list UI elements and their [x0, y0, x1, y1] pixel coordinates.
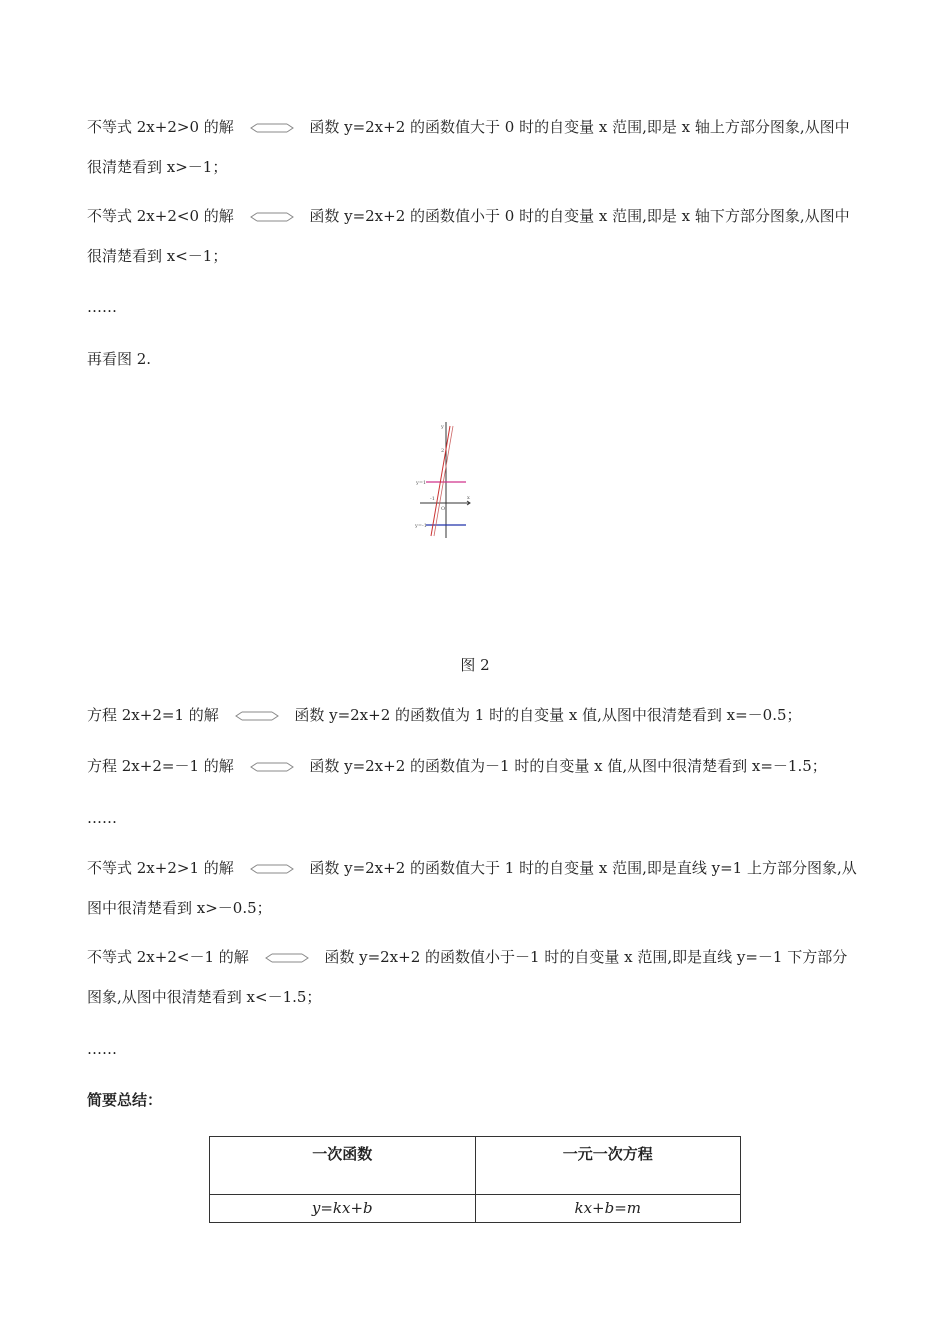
text: 不等式 2x+2<0 的解: [87, 207, 234, 225]
ellipsis-1: ……: [87, 298, 117, 316]
label-ym1: y=-1: [415, 523, 427, 529]
text: 不等式 2x+2>0 的解: [87, 118, 234, 136]
line-y-2x-plus-2: [431, 426, 450, 536]
text: 函数 y=2x+2 的函数值大于 1 时的自变量 x 范围,即是直线 y=1 上方部分图象,从: [309, 859, 857, 877]
double-arrow-icon: [234, 709, 280, 723]
paragraph-5: [87, 858, 867, 878]
text: 方程 2x+2=1 的解: [87, 706, 219, 724]
ellipsis-2: ……: [87, 809, 117, 827]
table-cell-equation: kx+b=m: [475, 1195, 741, 1223]
paragraph-3: [87, 705, 867, 725]
text: 函数 y=2x+2 的函数值小于－1 时的自变量 x 范围,即是直线 y=－1 下方部分: [324, 948, 848, 966]
double-arrow-icon: [249, 210, 295, 224]
text: 函数 y=2x+2 的函数值为 1 时的自变量 x 值,从图中很清楚看到 x=－0.5；: [294, 706, 802, 724]
label-2: 2: [441, 448, 445, 454]
label-m1: -1: [430, 496, 435, 502]
figure-2-graph: [412, 418, 474, 540]
summary-table: [209, 1136, 741, 1223]
text: 不等式 2x+2<－1 的解: [87, 948, 249, 966]
double-arrow-icon: [264, 951, 310, 965]
label-y: y: [441, 424, 444, 430]
paragraph-6-cont: 图象,从图中很清楚看到 x<－1.5；: [87, 988, 322, 1006]
ellipsis-3: ……: [87, 1040, 117, 1058]
table-header-linear-function: 一次函数: [210, 1137, 476, 1195]
text: 方程 2x+2=－1 的解: [87, 757, 234, 775]
figure-caption: 图 2: [460, 656, 490, 674]
label-y1: y=1: [416, 480, 427, 486]
table-row: [210, 1195, 741, 1223]
label-x: x: [467, 495, 470, 501]
paragraph-1: [87, 117, 867, 137]
double-arrow-icon: [249, 862, 295, 876]
label-o: O: [441, 506, 446, 512]
line-y-2x-plus-2-b: [434, 426, 453, 536]
paragraph-4: [87, 756, 867, 776]
table-cell-function: y=kx+b: [210, 1195, 476, 1223]
double-arrow-icon: [249, 760, 295, 774]
table-header-linear-equation: 一元一次方程: [475, 1137, 741, 1195]
see-figure-2: 再看图 2.: [87, 350, 152, 368]
table-row: [210, 1137, 741, 1195]
text: 函数 y=2x+2 的函数值小于 0 时的自变量 x 范围,即是 x 轴下方部分图象,从图中: [309, 207, 850, 225]
double-arrow-icon: [249, 121, 295, 135]
paragraph-2: [87, 206, 867, 226]
paragraph-6: [87, 947, 867, 967]
paragraph-1-cont: 很清楚看到 x>－1；: [87, 158, 228, 176]
paragraph-5-cont: 图中很清楚看到 x>－0.5；: [87, 899, 272, 917]
summary-heading: 简要总结：: [87, 1091, 163, 1109]
text: 不等式 2x+2>1 的解: [87, 859, 234, 877]
text: 函数 y=2x+2 的函数值大于 0 时的自变量 x 范围,即是 x 轴上方部分图象,从图中: [309, 118, 850, 136]
paragraph-2-cont: 很清楚看到 x<－1；: [87, 247, 228, 265]
text: 函数 y=2x+2 的函数值为－1 时的自变量 x 值,从图中很清楚看到 x=－1.5；: [309, 757, 827, 775]
